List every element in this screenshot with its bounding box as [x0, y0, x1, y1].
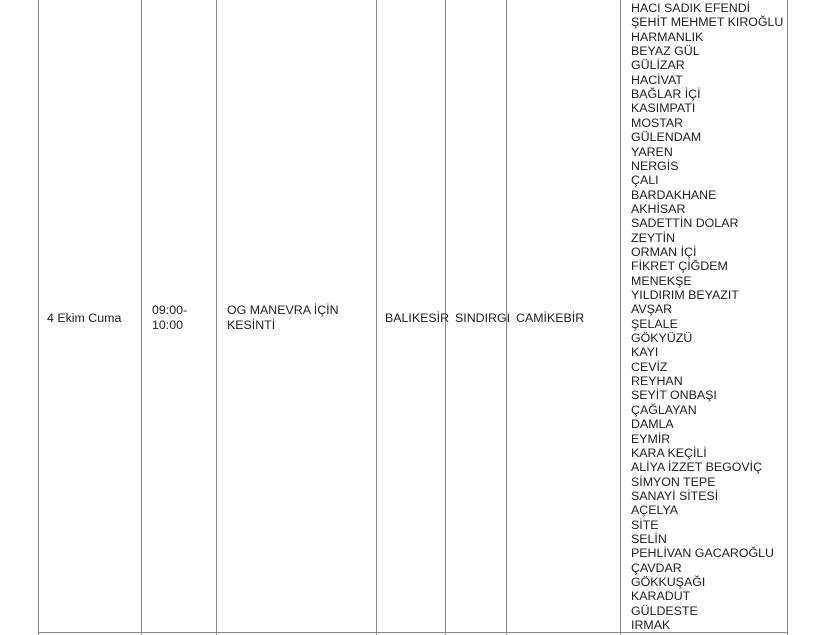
row-border: [38, 632, 788, 633]
street-item: NERGİS: [631, 158, 679, 173]
street-item: FİKRET ÇİĞDEM: [631, 259, 728, 274]
street-item: DAMLA: [631, 417, 674, 432]
street-item: SELİN: [631, 531, 667, 546]
street-item: AKHİSAR: [631, 201, 686, 216]
street-item: ALİYA İZZET BEGOVİÇ: [631, 460, 763, 475]
street-item: MENEKŞE: [631, 273, 692, 288]
column-border: [38, 0, 39, 635]
street-item: HACI SADIK EFENDİ: [631, 1, 751, 15]
street-item: ÇAĞLAYAN: [631, 402, 697, 417]
street-item: IRMAK: [631, 618, 671, 633]
street-item: KAYI: [631, 345, 659, 360]
street-item: KARADUT: [631, 589, 691, 604]
street-item: GÜLİZAR: [631, 58, 685, 73]
province-cell: BALIKESİR: [385, 311, 450, 325]
time-end: 10:00: [152, 317, 184, 332]
street-item: SADETTİN DOLAR: [631, 216, 739, 231]
street-item: AÇELYA: [631, 503, 679, 518]
street-item: SEYİT ONBAŞI: [631, 388, 717, 403]
street-item: ŞEHİT MEHMET KIROĞLU: [631, 15, 784, 30]
district-cell: SINDIRGI: [455, 311, 511, 325]
street-item: BEYAZ GÜL: [631, 44, 700, 59]
street-item: GÖKYÜZÜ: [631, 331, 693, 346]
street-item: ORMAN İÇİ: [631, 244, 697, 259]
street-item: AVŞAR: [631, 302, 673, 317]
column-border: [620, 0, 621, 635]
column-border: [141, 0, 142, 635]
reason-cell: [227, 303, 339, 332]
street-item: GÜLDESTE: [631, 603, 698, 618]
column-border: [787, 0, 788, 635]
street-item: HACİVAT: [631, 72, 683, 87]
street-item: GÖKKUŞAĞI: [631, 575, 706, 589]
street-item: EYMİR: [631, 431, 671, 446]
street-item: ÇALI: [631, 173, 659, 188]
street-item: ZEYTİN: [631, 230, 676, 245]
street-item: REYHAN: [631, 374, 683, 389]
column-border: [216, 0, 217, 635]
neighborhood-cell: CAMİKEBİR: [516, 311, 585, 325]
street-item: SANAYİ SİTESİ: [631, 488, 719, 503]
street-item: BAĞLAR İÇİ: [631, 87, 701, 102]
reason-line-2: KESİNTİ: [227, 317, 276, 332]
time-start: 09:00-: [152, 303, 188, 317]
reason-line-1: OG MANEVRA İÇİN: [227, 303, 339, 317]
street-item: ÇAVDAR: [631, 560, 682, 575]
street-item: KASIMPATI: [631, 101, 696, 116]
column-border: [376, 0, 377, 635]
time-cell: [152, 303, 187, 332]
street-item: ŞELALE: [631, 316, 678, 331]
street-item: CEVİZ: [631, 359, 668, 374]
street-item: YILDIRIM BEYAZIT: [631, 288, 739, 302]
street-item: GÜLENDAM: [631, 130, 702, 145]
street-item: SİTE: [631, 517, 659, 532]
street-item: MOSTAR: [631, 115, 684, 130]
date-cell: 4 Ekim Cuma: [47, 311, 122, 325]
street-item: BARDAKHANE: [631, 187, 717, 202]
street-item: HARMANLIK: [631, 29, 704, 44]
street-item: KARA KEÇİLİ: [631, 445, 707, 460]
street-item: PEHLİVAN GACAROĞLU: [631, 546, 774, 561]
street-item: YAREN: [631, 144, 673, 159]
street-item: SİMYON TEPE: [631, 474, 716, 489]
